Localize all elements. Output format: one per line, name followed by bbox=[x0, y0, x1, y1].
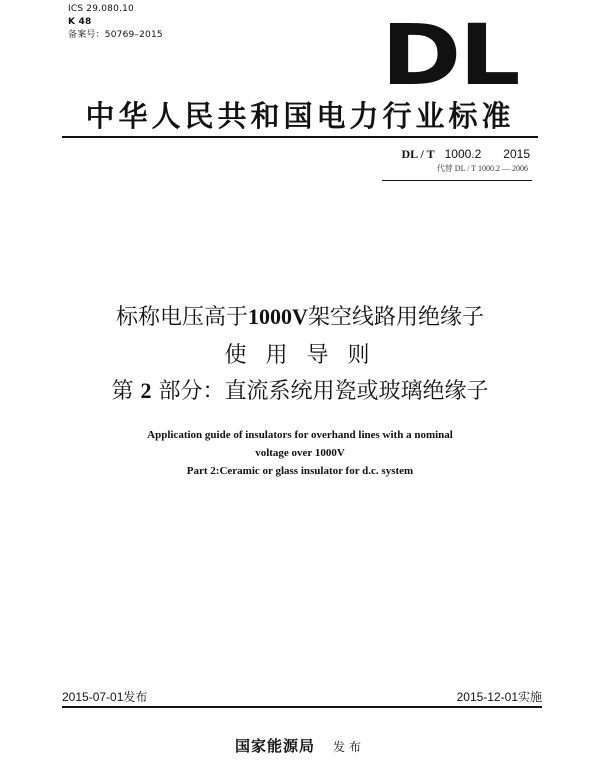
dl-logo: DL bbox=[380, 6, 518, 104]
title-rule bbox=[62, 136, 538, 138]
replaces-note: 代替 DL / T 1000.2 — 2006 bbox=[436, 164, 528, 173]
title-en-line1: Application guide of insulators for overhand lines with a nominal bbox=[147, 429, 453, 441]
title-en-line2: voltage over 1000V bbox=[255, 447, 345, 459]
title-zh-line1 bbox=[0, 300, 600, 331]
standard-title: 中华人民共和国电力行业标准 bbox=[85, 99, 515, 133]
title-zh-line1-a: 标称电压高于 bbox=[116, 305, 249, 330]
title-zh-line1-b: 1000V bbox=[248, 304, 308, 329]
issuer bbox=[0, 735, 600, 756]
effective-date: 2015-12-01实施 bbox=[456, 690, 542, 704]
record-number: 备案号：50769–2015 bbox=[68, 30, 163, 40]
bottom-rule bbox=[62, 706, 542, 708]
title-zh-line2: 使 用 导 则 bbox=[224, 343, 376, 368]
issuer-action: 发布 bbox=[333, 740, 366, 754]
title-en-line3: Part 2:Ceramic or glass insulator for d.c. system bbox=[186, 465, 414, 477]
title-zh-line3-c: 部分：直流系统用瓷或玻璃绝缘子 bbox=[158, 379, 489, 404]
title-zh-line3-a: 第 bbox=[111, 379, 134, 404]
standard-code bbox=[401, 147, 530, 162]
code-rule bbox=[382, 180, 532, 181]
code-prefix: DL / T bbox=[401, 147, 435, 161]
ccs-code: K 48 bbox=[68, 17, 92, 27]
issuer-name: 国家能源局 bbox=[234, 737, 315, 755]
title-zh-line1-c: 架空线路用绝缘子 bbox=[307, 305, 484, 330]
publish-date: 2015-07-01发布 bbox=[62, 690, 148, 704]
code-year: 2015 bbox=[503, 147, 530, 161]
title-zh-line3-b: 2 bbox=[140, 378, 152, 403]
ics-code: ICS 29.080.10 bbox=[68, 4, 134, 14]
code-number: 1000.2 bbox=[444, 147, 482, 161]
title-zh-line3 bbox=[0, 374, 600, 405]
